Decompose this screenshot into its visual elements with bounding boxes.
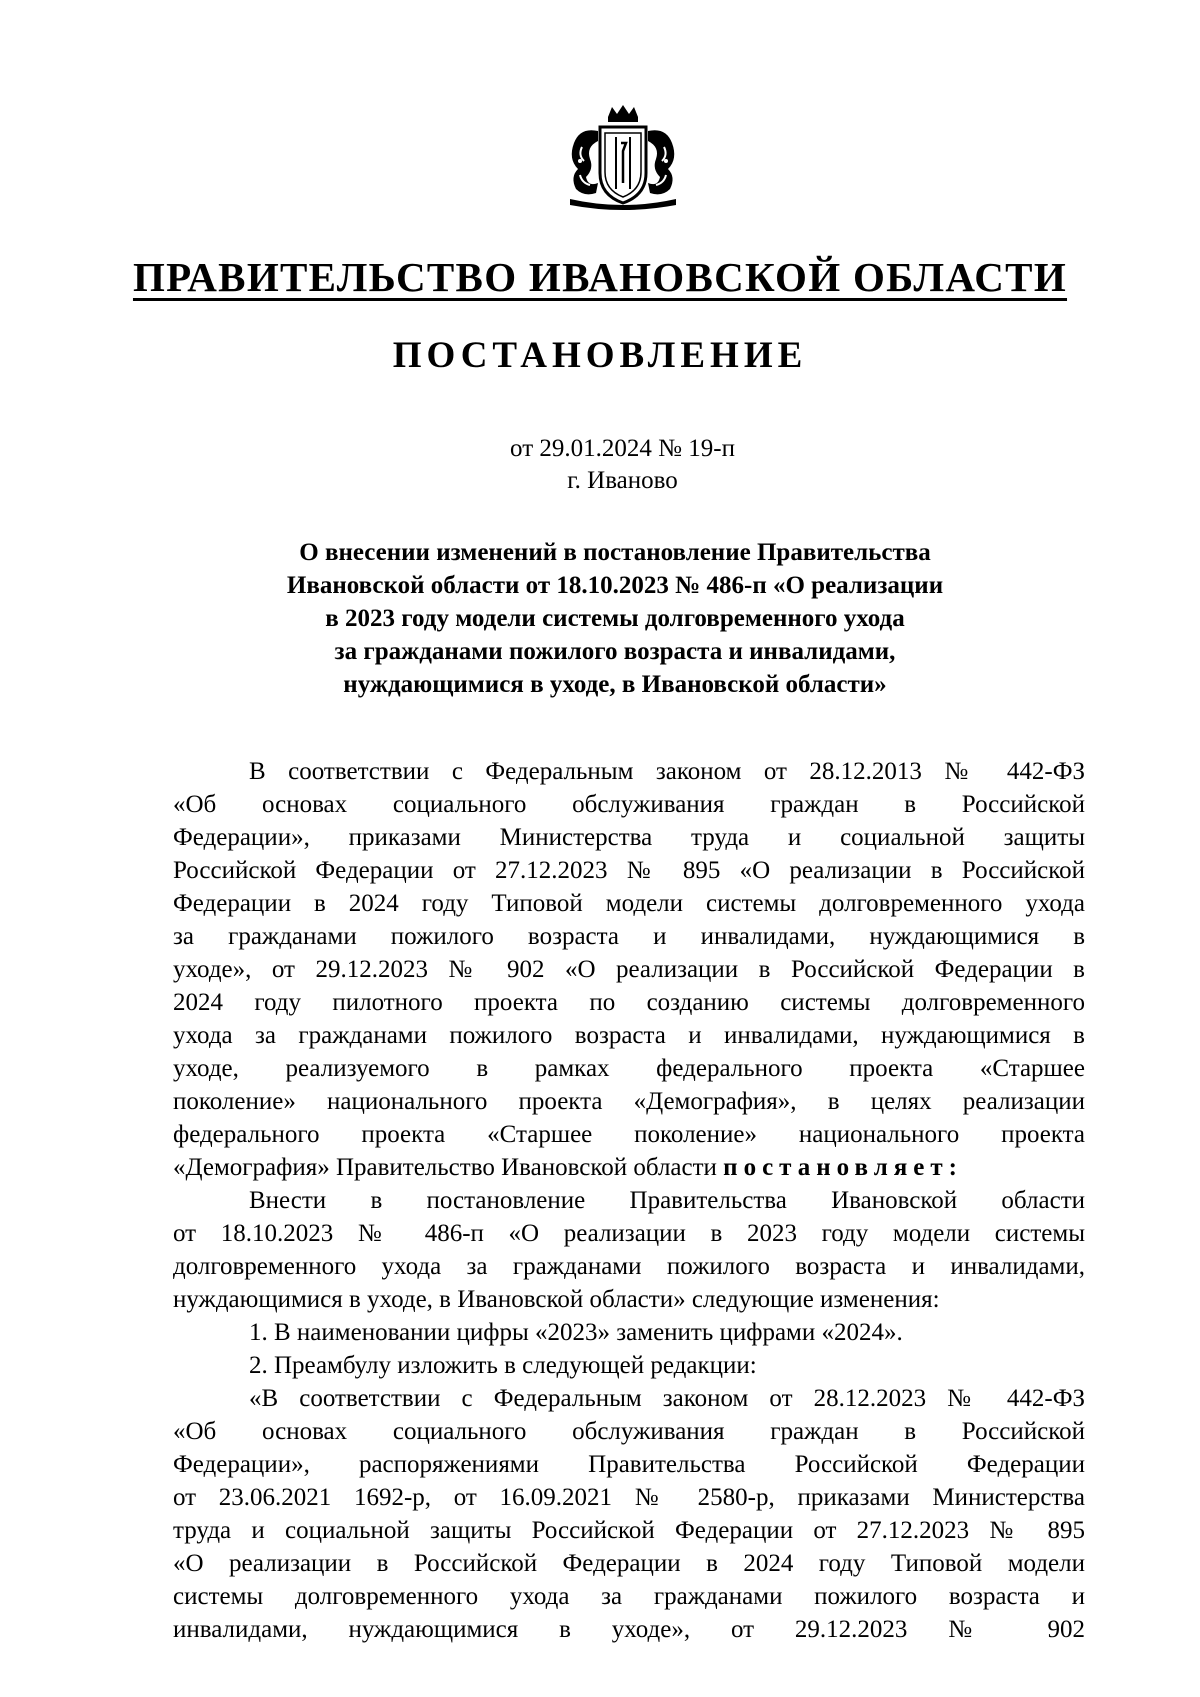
body-line: ухода за гражданами пожилого возраста и инвалидами, нуждающимися в [173, 1022, 1085, 1049]
body-line: «В соответствии с Федеральным законом от 28.12.2023 № 442-ФЗ [249, 1385, 1085, 1412]
document-type-heading: ПОСТАНОВЛЕНИЕ [392, 335, 808, 376]
body-line: инвалидами, нуждающимися в уходе», от 29.12.2023 № 902 [173, 1616, 1085, 1643]
body-line: за гражданами пожилого возраста и инвалидами, нуждающимися в [173, 923, 1085, 950]
body-line: долговременного ухода за гражданами пожилого возраста и инвалидами, [173, 1253, 1085, 1280]
body-line: 2024 году пилотного проекта по созданию системы долговременного [173, 989, 1085, 1016]
body-line: системы долговременного ухода за гражданами пожилого возраста и [173, 1583, 1085, 1610]
subject-line: О внесении изменений в постановление Правительства [299, 539, 931, 566]
resolution-word: постановляет: [723, 1154, 963, 1181]
body-line: Российской Федерации от 27.12.2023 № 895 «О реализации в Российской [173, 857, 1085, 884]
subject-line: за гражданами пожилого возраста и инвалидами, [334, 638, 896, 665]
body-line-text: «Демография» Правительство Ивановской области [173, 1154, 717, 1181]
document-body [173, 755, 1085, 1646]
document-city: г. Иваново [567, 467, 678, 494]
document-meta [0, 433, 1200, 497]
list-item: 1. В наименовании цифры «2023» заменить цифрами «2024». [249, 1319, 903, 1346]
body-line: труда и социальной защиты Российской Федерации от 27.12.2023 № 895 [173, 1517, 1085, 1544]
body-line: Федерации в 2024 году Типовой модели системы долговременного ухода [173, 890, 1085, 917]
body-line: уходе», от 29.12.2023 № 902 «О реализации в Российской Федерации в [173, 956, 1085, 983]
body-line: «Об основах социального обслуживания граждан в Российской [173, 791, 1085, 818]
body-line [173, 1151, 1085, 1184]
body-line: от 23.06.2021 1692-р, от 16.09.2021 № 2580-р, приказами Министерства [173, 1484, 1085, 1511]
subject-line: нуждающимися в уходе, в Ивановской области» [343, 671, 887, 698]
subject-line: Ивановской области от 18.10.2023 № 486-п «О реализации [286, 572, 944, 599]
body-line: нуждающимися в уходе, в Ивановской области» следующие изменения: [173, 1286, 940, 1313]
body-line: Внести в постановление Правительства Ивановской области [249, 1187, 1085, 1214]
body-line: Федерации», распоряжениями Правительства Российской Федерации [173, 1451, 1085, 1478]
body-line: «Об основах социального обслуживания граждан в Российской [173, 1418, 1085, 1445]
document-subject [0, 536, 1200, 701]
body-line: В соответствии с Федеральным законом от 28.12.2013 № 442-ФЗ [249, 758, 1085, 785]
subject-line: в 2023 году модели системы долговременного ухода [325, 605, 905, 632]
body-line: от 18.10.2023 № 486-п «О реализации в 2023 году модели системы [173, 1220, 1085, 1247]
body-line: «О реализации в Российской Федерации в 2024 году Типовой модели [173, 1550, 1085, 1577]
document-date-number: от 29.01.2024 № 19-п [510, 435, 735, 462]
body-line: поколение» национального проекта «Демография», в целях реализации [173, 1088, 1085, 1115]
organization-title: ПРАВИТЕЛЬСТВО ИВАНОВСКОЙ ОБЛАСТИ [132, 254, 1068, 300]
list-item: 2. Преамбулу изложить в следующей редакции: [249, 1352, 757, 1379]
coat-of-arms-emblem [560, 103, 686, 213]
body-line: федерального проекта «Старшее поколение» национального проекта [173, 1121, 1085, 1148]
body-line: Федерации», приказами Министерства труда и социальной защиты [173, 824, 1085, 851]
body-line: уходе, реализуемого в рамках федерального проекта «Старшее [173, 1055, 1085, 1082]
